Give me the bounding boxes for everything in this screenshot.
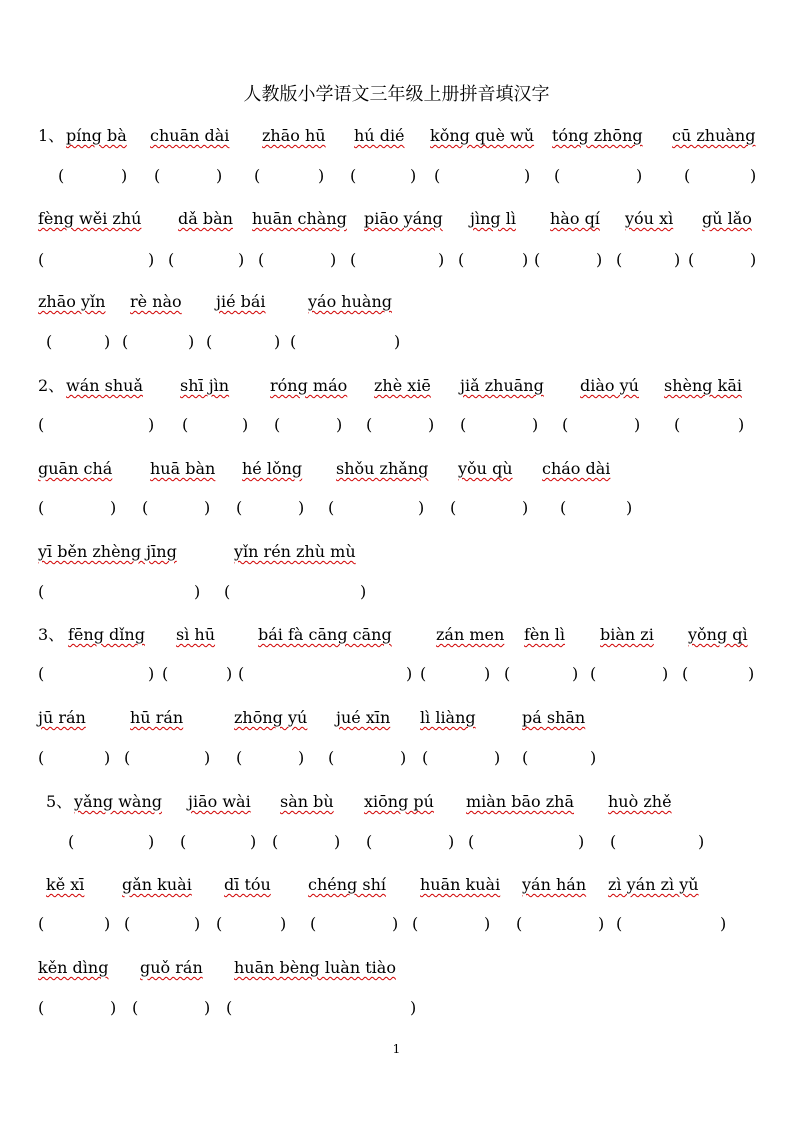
answer-blank-close[interactable]: )	[626, 498, 633, 517]
answer-blank-close[interactable]: )	[750, 250, 757, 269]
pinyin-word: sàn bù	[280, 792, 334, 811]
pinyin-row-6	[38, 540, 768, 564]
pinyin-word: yán hán	[522, 875, 587, 894]
answer-blank-close[interactable]: )	[674, 250, 681, 269]
answer-blank-open[interactable]: (	[328, 498, 335, 517]
answer-blank-open[interactable]: (	[182, 415, 189, 434]
answer-blank-open[interactable]: (	[434, 166, 441, 185]
answer-blank-close[interactable]: )	[360, 582, 367, 601]
answer-blank-open[interactable]: (	[366, 415, 373, 434]
answer-blank-open[interactable]: (	[616, 250, 623, 269]
pinyin-word: chuān dài	[150, 126, 230, 145]
answer-blank-close[interactable]: )	[250, 832, 257, 851]
answer-blank-close[interactable]: )	[110, 498, 117, 517]
answer-blank-close[interactable]: )	[578, 832, 585, 851]
pinyin-word: tóng zhōng	[552, 126, 643, 145]
pinyin-row-7	[38, 623, 768, 647]
answer-blank-close[interactable]: )	[334, 832, 341, 851]
pinyin-word: cháo dài	[542, 459, 611, 478]
pinyin-word: yóu xì	[625, 209, 674, 228]
answer-blank-close[interactable]: )	[148, 415, 155, 434]
page-title: 人教版小学语文三年级上册拼音填汉字	[243, 84, 550, 105]
answer-row-3	[38, 330, 768, 354]
answer-blank-open[interactable]: (	[38, 664, 45, 683]
pinyin-row-11	[38, 956, 768, 980]
answer-blank-open[interactable]: (	[674, 415, 681, 434]
answer-blank-close[interactable]: )	[216, 166, 223, 185]
answer-blank-open[interactable]: (	[124, 748, 131, 767]
answer-blank-close[interactable]: )	[298, 748, 305, 767]
answer-blank-close[interactable]: )	[662, 664, 669, 683]
pinyin-word: huān chàng	[252, 209, 347, 228]
pinyin-word: hào qí	[550, 209, 600, 228]
answer-blank-open[interactable]: (	[682, 664, 689, 683]
pinyin-row-8	[38, 706, 768, 730]
answer-row-9	[38, 830, 768, 854]
pinyin-word: dǎ bàn	[178, 209, 233, 228]
answer-blank-open[interactable]: (	[238, 664, 245, 683]
pinyin-word: shī jìn	[180, 376, 230, 395]
pinyin-word: guǒ rán	[140, 958, 203, 977]
answer-blank-close[interactable]: )	[330, 250, 337, 269]
answer-blank-open[interactable]: (	[554, 166, 561, 185]
answer-blank-open[interactable]: (	[290, 332, 297, 351]
answer-blank-close[interactable]: )	[522, 250, 529, 269]
answer-blank-close[interactable]: )	[148, 250, 155, 269]
answer-blank-open[interactable]: (	[274, 415, 281, 434]
pinyin-word: jié bái	[216, 292, 266, 311]
pinyin-word: zhè xiē	[374, 376, 431, 395]
pinyin-word: jiǎ zhuāng	[460, 376, 544, 395]
pinyin-row-3	[38, 290, 768, 314]
answer-blank-open[interactable]: (	[38, 250, 45, 269]
pinyin-word: zhāo yǐn	[38, 292, 106, 311]
pinyin-row-4	[38, 374, 768, 398]
answer-blank-close[interactable]: )	[484, 914, 491, 933]
answer-blank-open[interactable]: (	[684, 166, 691, 185]
answer-blank-open[interactable]: (	[122, 332, 129, 351]
answer-blank-open[interactable]: (	[236, 498, 243, 517]
answer-blank-close[interactable]: )	[428, 415, 435, 434]
answer-blank-open[interactable]: (	[422, 748, 429, 767]
answer-blank-close[interactable]: )	[484, 664, 491, 683]
answer-blank-open[interactable]: (	[132, 998, 139, 1017]
answer-blank-close[interactable]: )	[336, 415, 343, 434]
answer-blank-close[interactable]: )	[392, 914, 399, 933]
pinyin-word: róng máo	[270, 376, 348, 395]
answer-blank-open[interactable]: (	[58, 166, 65, 185]
answer-blank-close[interactable]: )	[226, 664, 233, 683]
pinyin-word: huā bàn	[150, 459, 216, 478]
section-number: 5、	[46, 792, 73, 811]
answer-blank-close[interactable]: )	[394, 332, 401, 351]
answer-blank-close[interactable]: )	[748, 664, 755, 683]
answer-blank-open[interactable]: (	[226, 998, 233, 1017]
answer-blank-open[interactable]: (	[272, 832, 279, 851]
answer-blank-close[interactable]: )	[280, 914, 287, 933]
pinyin-word: yǒu qù	[458, 459, 513, 478]
pinyin-word: huān kuài	[420, 875, 501, 894]
answer-blank-close[interactable]: )	[194, 914, 201, 933]
answer-blank-close[interactable]: )	[590, 748, 597, 767]
answer-blank-open[interactable]: (	[562, 415, 569, 434]
answer-blank-close[interactable]: )	[104, 914, 111, 933]
answer-blank-open[interactable]: (	[224, 582, 231, 601]
answer-blank-open[interactable]: (	[412, 914, 419, 933]
answer-blank-close[interactable]: )	[204, 748, 211, 767]
pinyin-word: fēng dǐng	[68, 625, 145, 644]
answer-blank-close[interactable]: )	[636, 166, 643, 185]
answer-blank-close[interactable]: )	[738, 415, 745, 434]
pinyin-word: pá shān	[522, 708, 586, 727]
section-number: 1、	[38, 126, 65, 145]
pinyin-word: guān chá	[38, 459, 113, 478]
answer-blank-open[interactable]: (	[616, 914, 623, 933]
page-number: 1	[392, 1042, 401, 1056]
answer-row-8	[38, 746, 768, 770]
answer-blank-close[interactable]: )	[410, 166, 417, 185]
pinyin-word: jué xīn	[336, 708, 391, 727]
pinyin-row-5	[38, 457, 768, 481]
answer-blank-open[interactable]: (	[450, 498, 457, 517]
answer-blank-open[interactable]: (	[154, 166, 161, 185]
pinyin-word: shǒu zhǎng	[336, 459, 429, 478]
answer-blank-open[interactable]: (	[206, 332, 213, 351]
answer-blank-open[interactable]: (	[458, 250, 465, 269]
answer-blank-close[interactable]: )	[524, 166, 531, 185]
pinyin-word: kě xī	[46, 875, 85, 894]
answer-blank-close[interactable]: )	[204, 998, 211, 1017]
pinyin-word: kěn dìng	[38, 958, 109, 977]
pinyin-word: miàn bāo zhā	[466, 792, 574, 811]
pinyin-word: zhōng yú	[234, 708, 308, 727]
answer-blank-close[interactable]: )	[204, 498, 211, 517]
answer-row-1	[38, 164, 768, 188]
pinyin-word: diào yú	[580, 376, 639, 395]
pinyin-word: xiōng pú	[364, 792, 434, 811]
pinyin-word: shèng kāi	[664, 376, 742, 395]
pinyin-word: jiāo wài	[188, 792, 251, 811]
answer-blank-close[interactable]: )	[418, 498, 425, 517]
answer-blank-open[interactable]: (	[560, 498, 567, 517]
answer-blank-close[interactable]: )	[148, 664, 155, 683]
answer-blank-close[interactable]: )	[572, 664, 579, 683]
answer-row-7	[38, 662, 768, 686]
answer-blank-close[interactable]: )	[188, 332, 195, 351]
pinyin-word: dī tóu	[224, 875, 271, 894]
answer-blank-close[interactable]: )	[720, 914, 727, 933]
answer-blank-open[interactable]: (	[38, 914, 45, 933]
pinyin-word: piāo yáng	[364, 209, 443, 228]
pinyin-word: huān bèng luàn tiào	[234, 958, 396, 977]
answer-blank-open[interactable]: (	[236, 748, 243, 767]
answer-blank-open[interactable]: (	[328, 748, 335, 767]
pinyin-word: yǐn rén zhù mù	[234, 542, 356, 561]
answer-blank-open[interactable]: (	[68, 832, 75, 851]
answer-blank-close[interactable]: )	[110, 998, 117, 1017]
answer-blank-open[interactable]: (	[216, 914, 223, 933]
pinyin-word: bái fà cāng cāng	[258, 625, 392, 644]
answer-blank-open[interactable]: (	[258, 250, 265, 269]
pinyin-word: gǎn kuài	[122, 875, 192, 894]
answer-row-11	[38, 996, 768, 1020]
answer-blank-close[interactable]: )	[274, 332, 281, 351]
answer-blank-open[interactable]: (	[124, 914, 131, 933]
answer-blank-open[interactable]: (	[254, 166, 261, 185]
answer-blank-open[interactable]: (	[460, 415, 467, 434]
answer-blank-close[interactable]: )	[194, 582, 201, 601]
answer-blank-close[interactable]: )	[494, 748, 501, 767]
answer-blank-open[interactable]: (	[38, 748, 45, 767]
pinyin-word: hé lǒng	[242, 459, 303, 478]
answer-blank-open[interactable]: (	[350, 250, 357, 269]
answer-blank-close[interactable]: )	[148, 832, 155, 851]
answer-blank-open[interactable]: (	[590, 664, 597, 683]
pinyin-word: yǒng qì	[688, 625, 748, 644]
answer-blank-open[interactable]: (	[504, 664, 511, 683]
pinyin-word: zì yán zì yǔ	[608, 875, 699, 894]
answer-blank-close[interactable]: )	[238, 250, 245, 269]
answer-blank-close[interactable]: )	[406, 664, 413, 683]
answer-row-5	[38, 496, 768, 520]
answer-blank-close[interactable]: )	[522, 498, 529, 517]
answer-blank-open[interactable]: (	[38, 415, 45, 434]
answer-blank-open[interactable]: (	[38, 998, 45, 1017]
pinyin-word: jìng lì	[470, 209, 516, 228]
pinyin-word: sì hū	[176, 625, 216, 644]
pinyin-word: fèn lì	[524, 625, 566, 644]
answer-blank-open[interactable]: (	[168, 250, 175, 269]
answer-blank-open[interactable]: (	[38, 582, 45, 601]
pinyin-word: píng bà	[66, 126, 127, 145]
pinyin-word: gǔ lǎo	[702, 209, 752, 228]
answer-blank-close[interactable]: )	[598, 914, 605, 933]
answer-blank-close[interactable]: )	[448, 832, 455, 851]
answer-blank-close[interactable]: )	[318, 166, 325, 185]
answer-blank-close[interactable]: )	[750, 166, 757, 185]
answer-row-2	[38, 248, 768, 272]
answer-blank-open[interactable]: (	[310, 914, 317, 933]
answer-blank-close[interactable]: )	[400, 748, 407, 767]
pinyin-word: yáo huàng	[308, 292, 392, 311]
answer-blank-close[interactable]: )	[104, 332, 111, 351]
answer-blank-close[interactable]: )	[532, 415, 539, 434]
pinyin-word: huò zhě	[608, 792, 672, 811]
answer-blank-open[interactable]: (	[420, 664, 427, 683]
answer-blank-open[interactable]: (	[142, 498, 149, 517]
answer-blank-close[interactable]: )	[121, 166, 128, 185]
answer-blank-close[interactable]: )	[104, 748, 111, 767]
answer-row-4	[38, 413, 768, 437]
answer-blank-open[interactable]: (	[350, 166, 357, 185]
answer-row-6	[38, 580, 768, 604]
pinyin-word: yī běn zhèng jīng	[38, 542, 177, 561]
answer-blank-close[interactable]: )	[438, 250, 445, 269]
answer-blank-close[interactable]: )	[596, 250, 603, 269]
pinyin-word: biàn zi	[600, 625, 654, 644]
answer-blank-open[interactable]: (	[162, 664, 169, 683]
pinyin-word: kǒng què wǔ	[430, 126, 535, 145]
pinyin-word: fèng wěi zhú	[38, 209, 142, 228]
pinyin-row-2	[38, 207, 768, 231]
answer-blank-open[interactable]: (	[534, 250, 541, 269]
pinyin-word: cū zhuàng	[672, 126, 756, 145]
answer-blank-close[interactable]: )	[634, 415, 641, 434]
section-number: 3、	[38, 625, 65, 644]
answer-blank-open[interactable]: (	[180, 832, 187, 851]
answer-blank-close[interactable]: )	[698, 832, 705, 851]
pinyin-word: chéng shí	[308, 875, 386, 894]
pinyin-word: lì liàng	[420, 708, 476, 727]
pinyin-row-9	[38, 790, 768, 814]
answer-blank-close[interactable]: )	[242, 415, 249, 434]
answer-blank-open[interactable]: (	[38, 498, 45, 517]
answer-blank-open[interactable]: (	[610, 832, 617, 851]
pinyin-word: rè nào	[130, 292, 182, 311]
answer-blank-open[interactable]: (	[522, 748, 529, 767]
answer-blank-open[interactable]: (	[366, 832, 373, 851]
answer-blank-close[interactable]: )	[298, 498, 305, 517]
pinyin-word: zhāo hū	[262, 126, 326, 145]
pinyin-word: zán men	[436, 625, 505, 644]
answer-blank-open[interactable]: (	[688, 250, 695, 269]
pinyin-word: wán shuǎ	[66, 376, 143, 395]
pinyin-word: jū rán	[38, 708, 86, 727]
pinyin-row-10	[38, 873, 768, 897]
pinyin-word: yǎng wàng	[74, 792, 162, 811]
answer-blank-open[interactable]: (	[516, 914, 523, 933]
answer-row-10	[38, 912, 768, 936]
answer-blank-open[interactable]: (	[46, 332, 53, 351]
section-number: 2、	[38, 376, 65, 395]
answer-blank-close[interactable]: )	[410, 998, 417, 1017]
pinyin-row-1	[38, 124, 768, 148]
pinyin-word: hū rán	[130, 708, 184, 727]
pinyin-word: hú dié	[354, 126, 405, 145]
answer-blank-open[interactable]: (	[468, 832, 475, 851]
